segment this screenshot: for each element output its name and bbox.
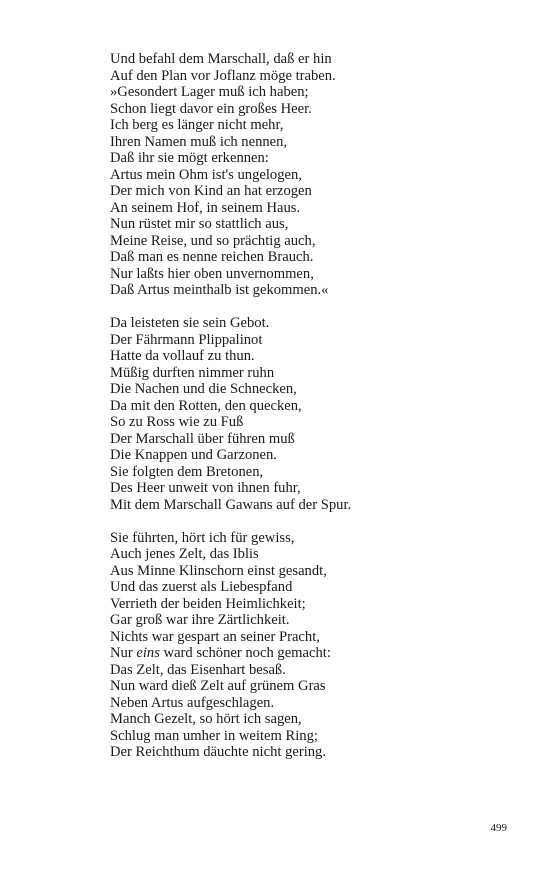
poem-text <box>110 51 510 761</box>
stanza <box>110 530 510 761</box>
verse-line: Nur laßts hier oben unvernommen, <box>110 265 314 282</box>
verse-line: Manch Gezelt, so hört ich sagen, <box>110 711 302 727</box>
verse-line: Ich berg es länger nicht mehr, <box>110 117 284 133</box>
verse-line: Neben Artus aufgeschlagen. <box>110 694 275 711</box>
verse-line: Daß man es nenne reichen Brauch. <box>110 249 314 265</box>
verse-line: Auch jenes Zelt, das Iblis <box>110 546 259 562</box>
verse-line: Der Reichthum däuchte nicht gering. <box>110 744 326 760</box>
verse-line: Da mit den Rotten, den quecken, <box>110 397 302 414</box>
verse-line-text: Nur <box>110 645 137 661</box>
verse-line: So zu Ross wie zu Fuß <box>110 414 244 430</box>
verse-line: Der mich von Kind an hat erzogen <box>110 183 312 199</box>
verse-line: Aus Minne Klinschorn einst gesandt, <box>110 562 327 579</box>
verse-line: Artus mein Ohm ist's ungelogen, <box>110 166 302 183</box>
verse-line: Schon liegt davor ein großes Heer. <box>110 100 312 117</box>
verse-line: Nun ward dieß Zelt auf grünem Gras <box>110 678 326 694</box>
stanza <box>110 51 510 299</box>
verse-line: Die Knappen und Garzonen. <box>110 447 277 463</box>
verse-line: Auf den Plan vor Joflanz möge traben. <box>110 67 336 84</box>
verse-line: Schlug man umher in weitem Ring; <box>110 727 318 744</box>
verse-line: Sie folgten dem Bretonen, <box>110 463 264 480</box>
verse-line: Und das zuerst als Liebespfand <box>110 579 293 595</box>
stanza <box>110 315 510 513</box>
verse-line: Ihren Namen muß ich nennen, <box>110 133 288 150</box>
verse-line: Müßig durften nimmer ruhn <box>110 364 275 381</box>
verse-line: Nun rüstet mir so stattlich aus, <box>110 216 289 232</box>
verse-line: Gar groß war ihre Zärtlichkeit. <box>110 612 290 628</box>
verse-line: Nichts war gespart an seiner Pracht, <box>110 628 320 645</box>
verse-line <box>110 645 510 662</box>
verse-line: Sie führten, hört ich für gewiss, <box>110 529 295 546</box>
verse-line-text: ward schöner noch gemacht: <box>159 645 331 661</box>
verse-line: Mit dem Marschall Gawans auf der Spur. <box>110 496 352 513</box>
verse-line: Verrieth der beiden Heimlichkeit; <box>110 595 306 612</box>
verse-line: »Gesondert Lager muß ich haben; <box>110 84 309 100</box>
verse-line: Daß ihr sie mögt erkennen: <box>110 150 269 166</box>
verse-line: Das Zelt, das Eisenhart besaß. <box>110 661 286 678</box>
verse-line: Hatte da vollauf zu thun. <box>110 348 255 364</box>
verse-line: Des Heer unweit von ihnen fuhr, <box>110 480 301 496</box>
verse-line: Daß Artus meinthalb ist gekommen.« <box>110 282 329 298</box>
emphasized-word: eins <box>136 645 160 661</box>
verse-line: Meine Reise, und so prächtig auch, <box>110 232 316 249</box>
verse-line: An seinem Hof, in seinem Haus. <box>110 199 301 216</box>
verse-line: Da leisteten sie sein Gebot. <box>110 315 270 331</box>
verse-line: Die Nachen und die Schnecken, <box>110 381 297 397</box>
verse-line: Der Fährmann Plippalinot <box>110 331 263 348</box>
page-number: 499 <box>490 822 507 834</box>
verse-line: Der Marschall über führen muß <box>110 430 295 447</box>
verse-line: Und befahl dem Marschall, daß er hin <box>110 51 332 67</box>
